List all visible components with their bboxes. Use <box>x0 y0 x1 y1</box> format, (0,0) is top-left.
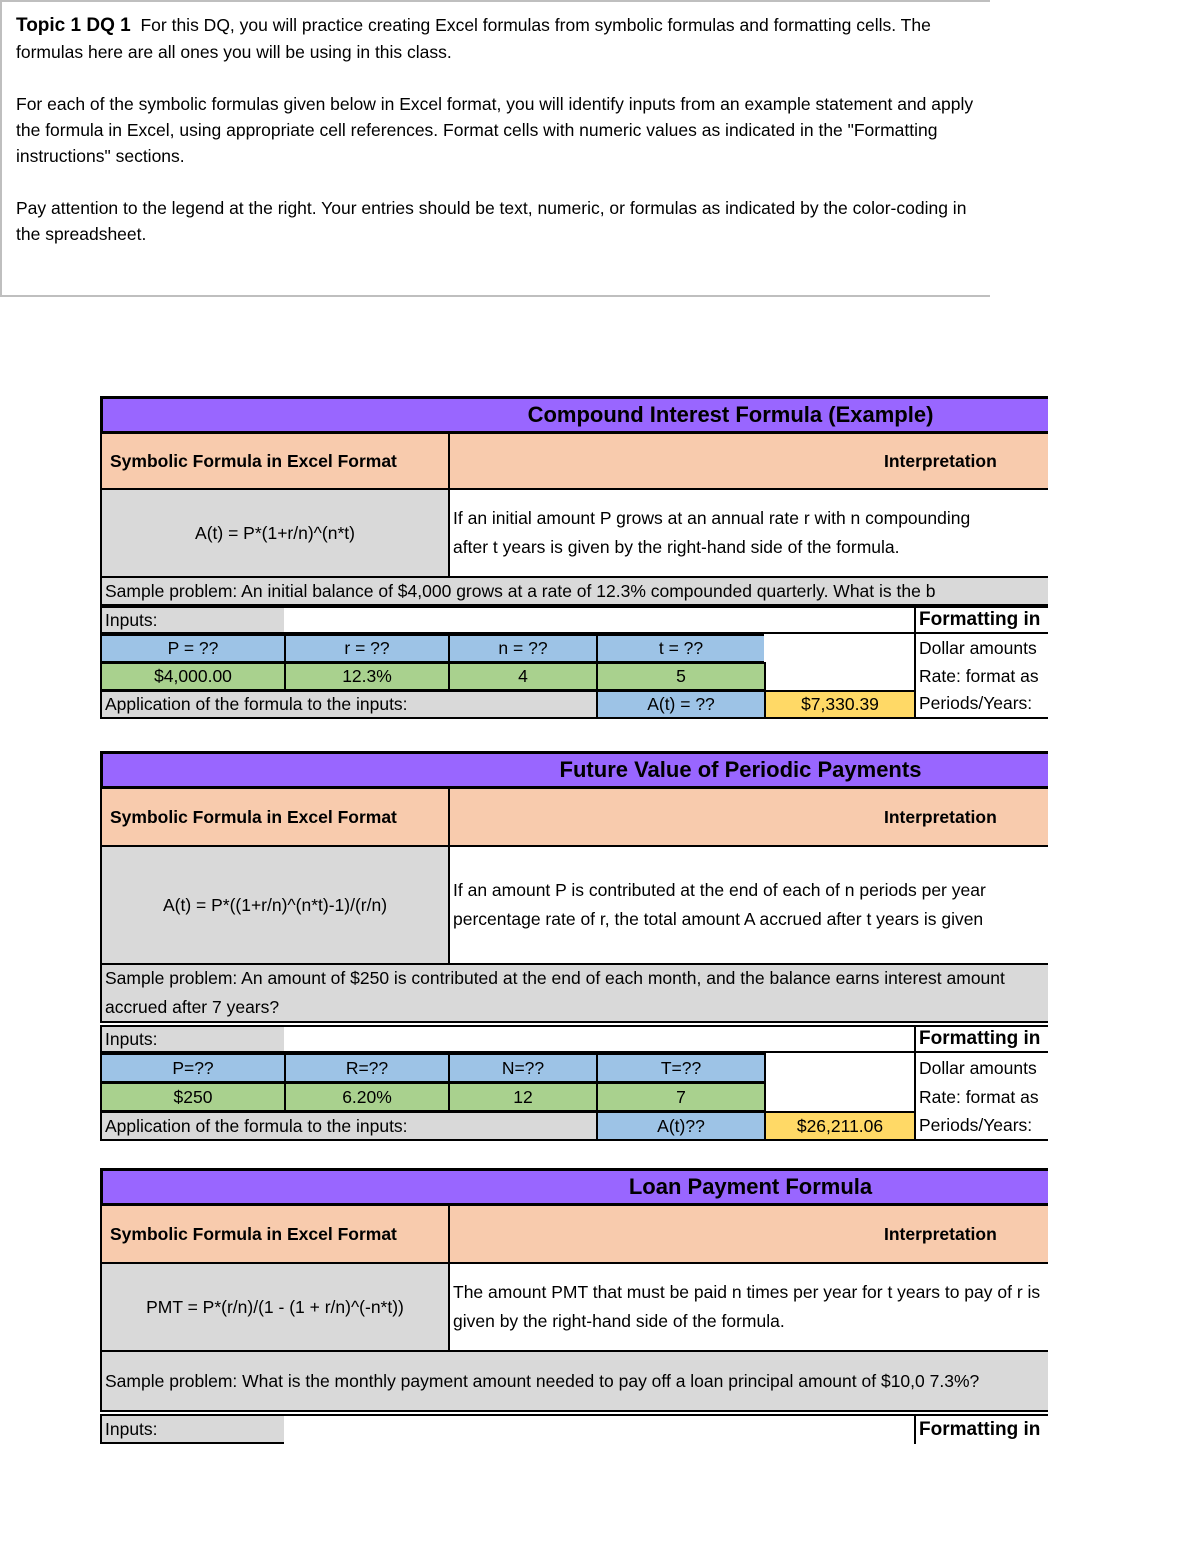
formula-cell[interactable]: A(t) = P*((1+r/n)^(n*t)-1)/(r/n) <box>100 845 450 965</box>
input-value-t[interactable]: 5 <box>596 662 766 691</box>
formula-cell[interactable]: PMT = P*(r/n)/(1 - (1 + r/n)^(-n*t)) <box>100 1262 450 1352</box>
input-header-p: P=?? <box>100 1053 286 1083</box>
result-label: A(t) = ?? <box>596 690 766 719</box>
interpretation-header: Interpretation <box>448 787 1048 847</box>
input-header-n: n = ?? <box>448 634 598 663</box>
intro-paragraph-2: For each of the symbolic formulas given below in Excel format, you will identify inputs from an example statement and apply the formula in Excel, using appropriate cell references. Format cells with numeric values as indicated in the "Formatting instructions" sections. <box>16 94 974 166</box>
section-title: Loan Payment Formula <box>100 1168 1048 1206</box>
input-value-p[interactable]: $250 <box>100 1082 286 1112</box>
formatting-label: Formatting in <box>914 1025 1048 1053</box>
fmt-line-dollar: Dollar amounts <box>914 1053 1048 1083</box>
input-value-n[interactable]: 12 <box>448 1082 598 1112</box>
intro-paragraph-1 <box>16 12 976 65</box>
fmt-line-rate: Rate: format as <box>914 1082 1048 1112</box>
application-label: Application of the formula to the inputs: <box>100 690 598 719</box>
intro-box <box>0 0 990 297</box>
inputs-spacer <box>284 606 916 634</box>
sample-problem: Sample problem: What is the monthly payment amount needed to pay off a loan principal amount of $10,0 7.3%? <box>100 1350 1048 1412</box>
result-value[interactable]: $26,211.06 <box>764 1111 916 1141</box>
interpretation-cell: The amount PMT that must be paid n times per year for t years to pay of r is given by the right-hand side of the formula. <box>448 1262 1048 1352</box>
fmt-line-periods: Periods/Years: <box>914 690 1048 719</box>
input-header-r: r = ?? <box>284 634 450 663</box>
inputs-spacer <box>284 1025 916 1053</box>
formatting-label: Formatting in <box>914 606 1048 634</box>
formula-cell[interactable]: A(t) = P*(1+r/n)^(n*t) <box>100 488 450 578</box>
intro-text-1: For this DQ, you will practice creating Excel formulas from symbolic formulas and formatting cells. The formulas here are all ones you will be using in this class. <box>16 15 931 62</box>
fmt-line-rate: Rate: format as <box>914 662 1048 691</box>
sample-problem: Sample problem: An initial balance of $4,000 grows at a rate of 12.3% compounded quarterly. What is the b <box>100 576 1048 606</box>
input-value-p[interactable]: $4,000.00 <box>100 662 286 691</box>
sample-problem: Sample problem: An amount of $250 is contributed at the end of each month, and the balance earns interest amount accrued after 7 years? <box>100 963 1048 1023</box>
input-header-n: N=?? <box>448 1053 598 1083</box>
intro-lead: Topic 1 DQ 1 <box>16 15 131 36</box>
section-title: Compound Interest Formula (Example) <box>100 396 1048 434</box>
formula-header: Symbolic Formula in Excel Format <box>100 787 450 847</box>
input-value-n[interactable]: 4 <box>448 662 598 691</box>
inputs-label: Inputs: <box>100 1025 286 1053</box>
interpretation-cell: If an initial amount P grows at an annual rate r with n compounding after t years is given by the right-hand side of the formula. <box>448 488 1048 578</box>
interpretation-cell: If an amount P is contributed at the end of each of n periods per year percentage rate of r, the total amount A accrued after t years is given <box>448 845 1048 965</box>
intro-paragraph-3: Pay attention to the legend at the right. Your entries should be text, numeric, or formulas as indicated by the color-coding in the spreadsheet. <box>16 198 967 244</box>
formula-header: Symbolic Formula in Excel Format <box>100 1204 450 1264</box>
blank-cell <box>764 634 916 692</box>
result-value[interactable]: $7,330.39 <box>764 690 916 719</box>
inputs-label: Inputs: <box>100 606 286 634</box>
input-header-t: T=?? <box>596 1053 766 1083</box>
fmt-line-dollar: Dollar amounts <box>914 634 1048 663</box>
input-header-t: t = ?? <box>596 634 766 663</box>
input-value-r[interactable]: 12.3% <box>284 662 450 691</box>
interpretation-header: Interpretation <box>448 1204 1048 1264</box>
formatting-label: Formatting in <box>914 1414 1048 1444</box>
section-title: Future Value of Periodic Payments <box>100 751 1048 789</box>
application-label: Application of the formula to the inputs: <box>100 1111 598 1141</box>
input-header-r: R=?? <box>284 1053 450 1083</box>
fmt-line-periods: Periods/Years: <box>914 1111 1048 1141</box>
input-value-t[interactable]: 7 <box>596 1082 766 1112</box>
result-label: A(t)?? <box>596 1111 766 1141</box>
formula-header: Symbolic Formula in Excel Format <box>100 432 450 490</box>
interpretation-header: Interpretation <box>448 432 1048 490</box>
inputs-label: Inputs: <box>100 1414 286 1444</box>
input-header-p: P = ?? <box>100 634 286 663</box>
input-value-r[interactable]: 6.20% <box>284 1082 450 1112</box>
inputs-spacer <box>284 1414 916 1444</box>
